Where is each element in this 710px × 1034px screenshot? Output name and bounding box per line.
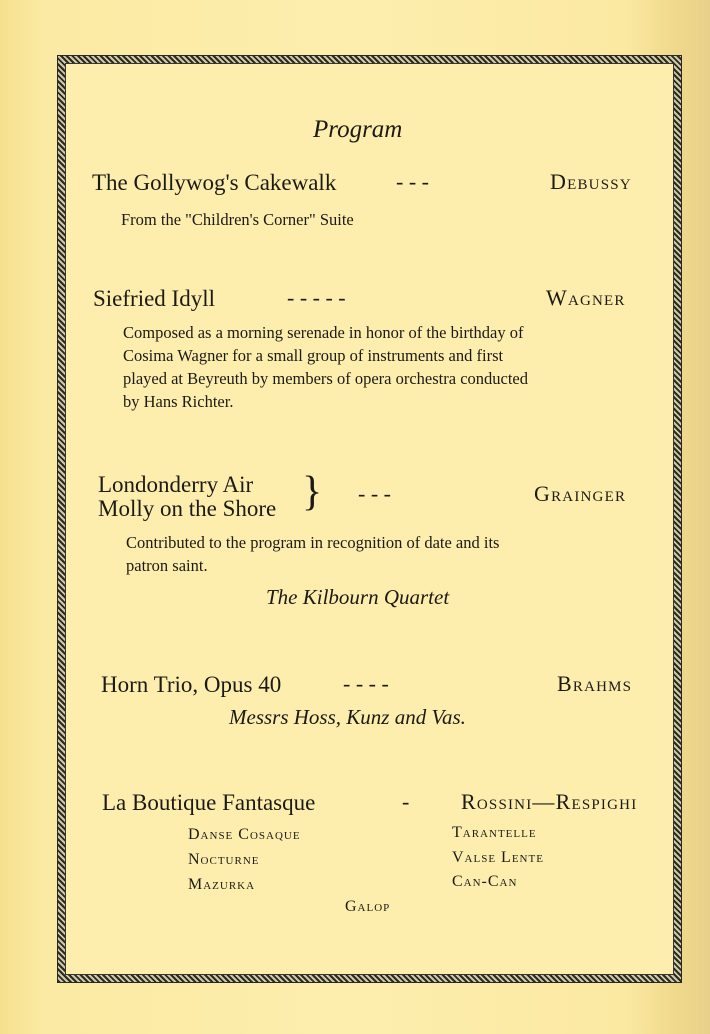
piece-title: The Gollywog's Cakewalk — [92, 170, 337, 195]
leader-dashes: - - - - - — [287, 285, 346, 310]
movement-name: Tarantelle — [452, 824, 537, 841]
composer-name: Rossini—Respighi — [461, 789, 638, 814]
piece-description-line: played at Beyreuth by members of opera orchestra conducted — [123, 369, 529, 388]
leader-dashes: - - - — [358, 481, 391, 506]
movement-name: Valse Lente — [452, 849, 544, 866]
piece-description-line: Cosima Wagner for a small group of instruments and first — [123, 346, 504, 365]
composer-name: Grainger — [534, 481, 627, 506]
piece-note: From the "Children's Corner" Suite — [121, 210, 354, 229]
piece-title: Siefried Idyll — [93, 286, 215, 311]
movement-name: Danse Cosaque — [188, 826, 301, 843]
piece-title: Londonderry Air — [98, 472, 254, 497]
movement-name: Can-Can — [452, 873, 518, 890]
piece-description-line: patron saint. — [126, 556, 208, 575]
composer-name: Brahms — [557, 671, 633, 696]
performers: The Kilbourn Quartet — [266, 585, 450, 609]
leader-dashes: - - - — [396, 169, 429, 194]
movement-name: Mazurka — [188, 876, 256, 893]
program-title: Program — [313, 116, 403, 143]
piece-title: La Boutique Fantasque — [102, 790, 316, 815]
piece-title: Horn Trio, Opus 40 — [101, 672, 282, 697]
composer-name: Wagner — [546, 285, 626, 310]
movement-name: Nocturne — [188, 851, 260, 868]
brace-glyph: } — [302, 469, 323, 515]
piece-title: Molly on the Shore — [98, 496, 277, 521]
piece-description-line: Contributed to the program in recognition of date and its — [126, 533, 500, 552]
composer-name: Debussy — [550, 169, 632, 194]
leader-dashes: - - - - — [343, 671, 389, 696]
performers: Messrs Hoss, Kunz and Vas. — [229, 705, 466, 729]
piece-description-line: Composed as a morning serenade in honor of the birthday of — [123, 323, 524, 342]
movement-name: Galop — [345, 898, 391, 915]
piece-description-line: by Hans Richter. — [123, 392, 234, 411]
leader-dashes: - — [402, 789, 410, 814]
